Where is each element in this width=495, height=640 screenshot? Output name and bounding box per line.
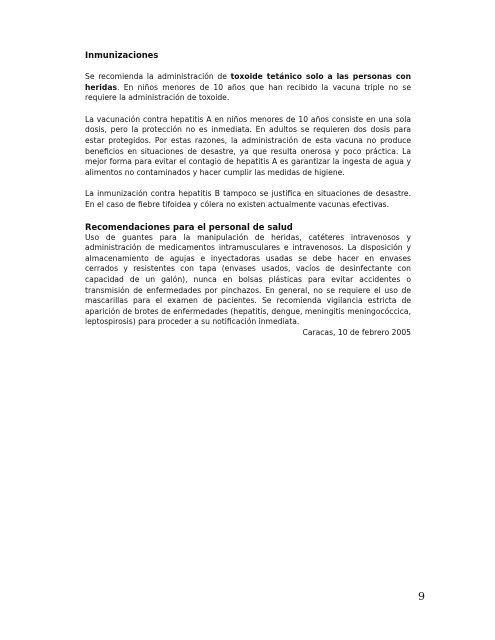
signoff-date: Caracas, 10 de febrero 2005 — [302, 327, 411, 337]
paragraph-tetanus-toxoid — [85, 72, 411, 104]
paragraph-hepatitis-b: La inmunización contra hepatitis B tampoco se justifica en situaciones de desastre. En el caso de fiebre tifoidea y cólera no existen actualmente vacunas efectivas. — [85, 189, 411, 209]
page-number: 9 — [418, 590, 425, 603]
paragraph-tetanus-text-end: . En niños menores de 10 años que han recibido la vacuna triple no se requiere la administración de toxoide. — [85, 82, 411, 103]
paragraph-tetanus-text-start: Se recomienda la administración de — [85, 72, 231, 81]
paragraph-hepatitis-a: La vacunación contra hepatitis A en niños menores de 10 años consiste en una sola dosis, pero la protección no es inmediata. En adultos se requieren dos dosis para estar protegidos. Por estas razones, la administración de esta vacuna no produce beneficios en situaciones de desastre, ya que resulta onerosa y poco práctica. La mejor forma para evitar el contagio de hepatitis A es garantizar la ingesta de agua y alimentos no contaminados y hacer cumplir las medidas de higiene. — [85, 114, 411, 177]
paragraph-tetanus-emphasis: toxoide tetánico solo a las personas con heridas — [85, 72, 411, 92]
paragraph-health-staff: Uso de guantes para la manipulación de heridas, catéteres intravenosos y administración de medicamentos intramusculares e intravenosos. La disposición y almacenamiento de agujas e inyectadoras usadas se debe hacer en envases cerrados y resistentes con tapa (envases usados, vacíos de desinfectante con capacidad de un galón), nunca en bolsas plásticas para evitar accidentes o transmisión de enfermedades por pinchazos. En general, no se requiere el uso de mascarillas para el examen de pacientes. Se recomienda vigilancia estricta de aparición de brotes de enfermedades (hepatitis, dengue, meningitis meningocóccica, leptospirosis) para proceder a su notificación inmediata. — [85, 232, 411, 327]
section-heading-immunizations: Inmunizaciones — [85, 50, 159, 60]
document-page — [85, 50, 411, 338]
section-heading-health-staff: Recomendaciones para el personal de salud — [85, 221, 293, 232]
